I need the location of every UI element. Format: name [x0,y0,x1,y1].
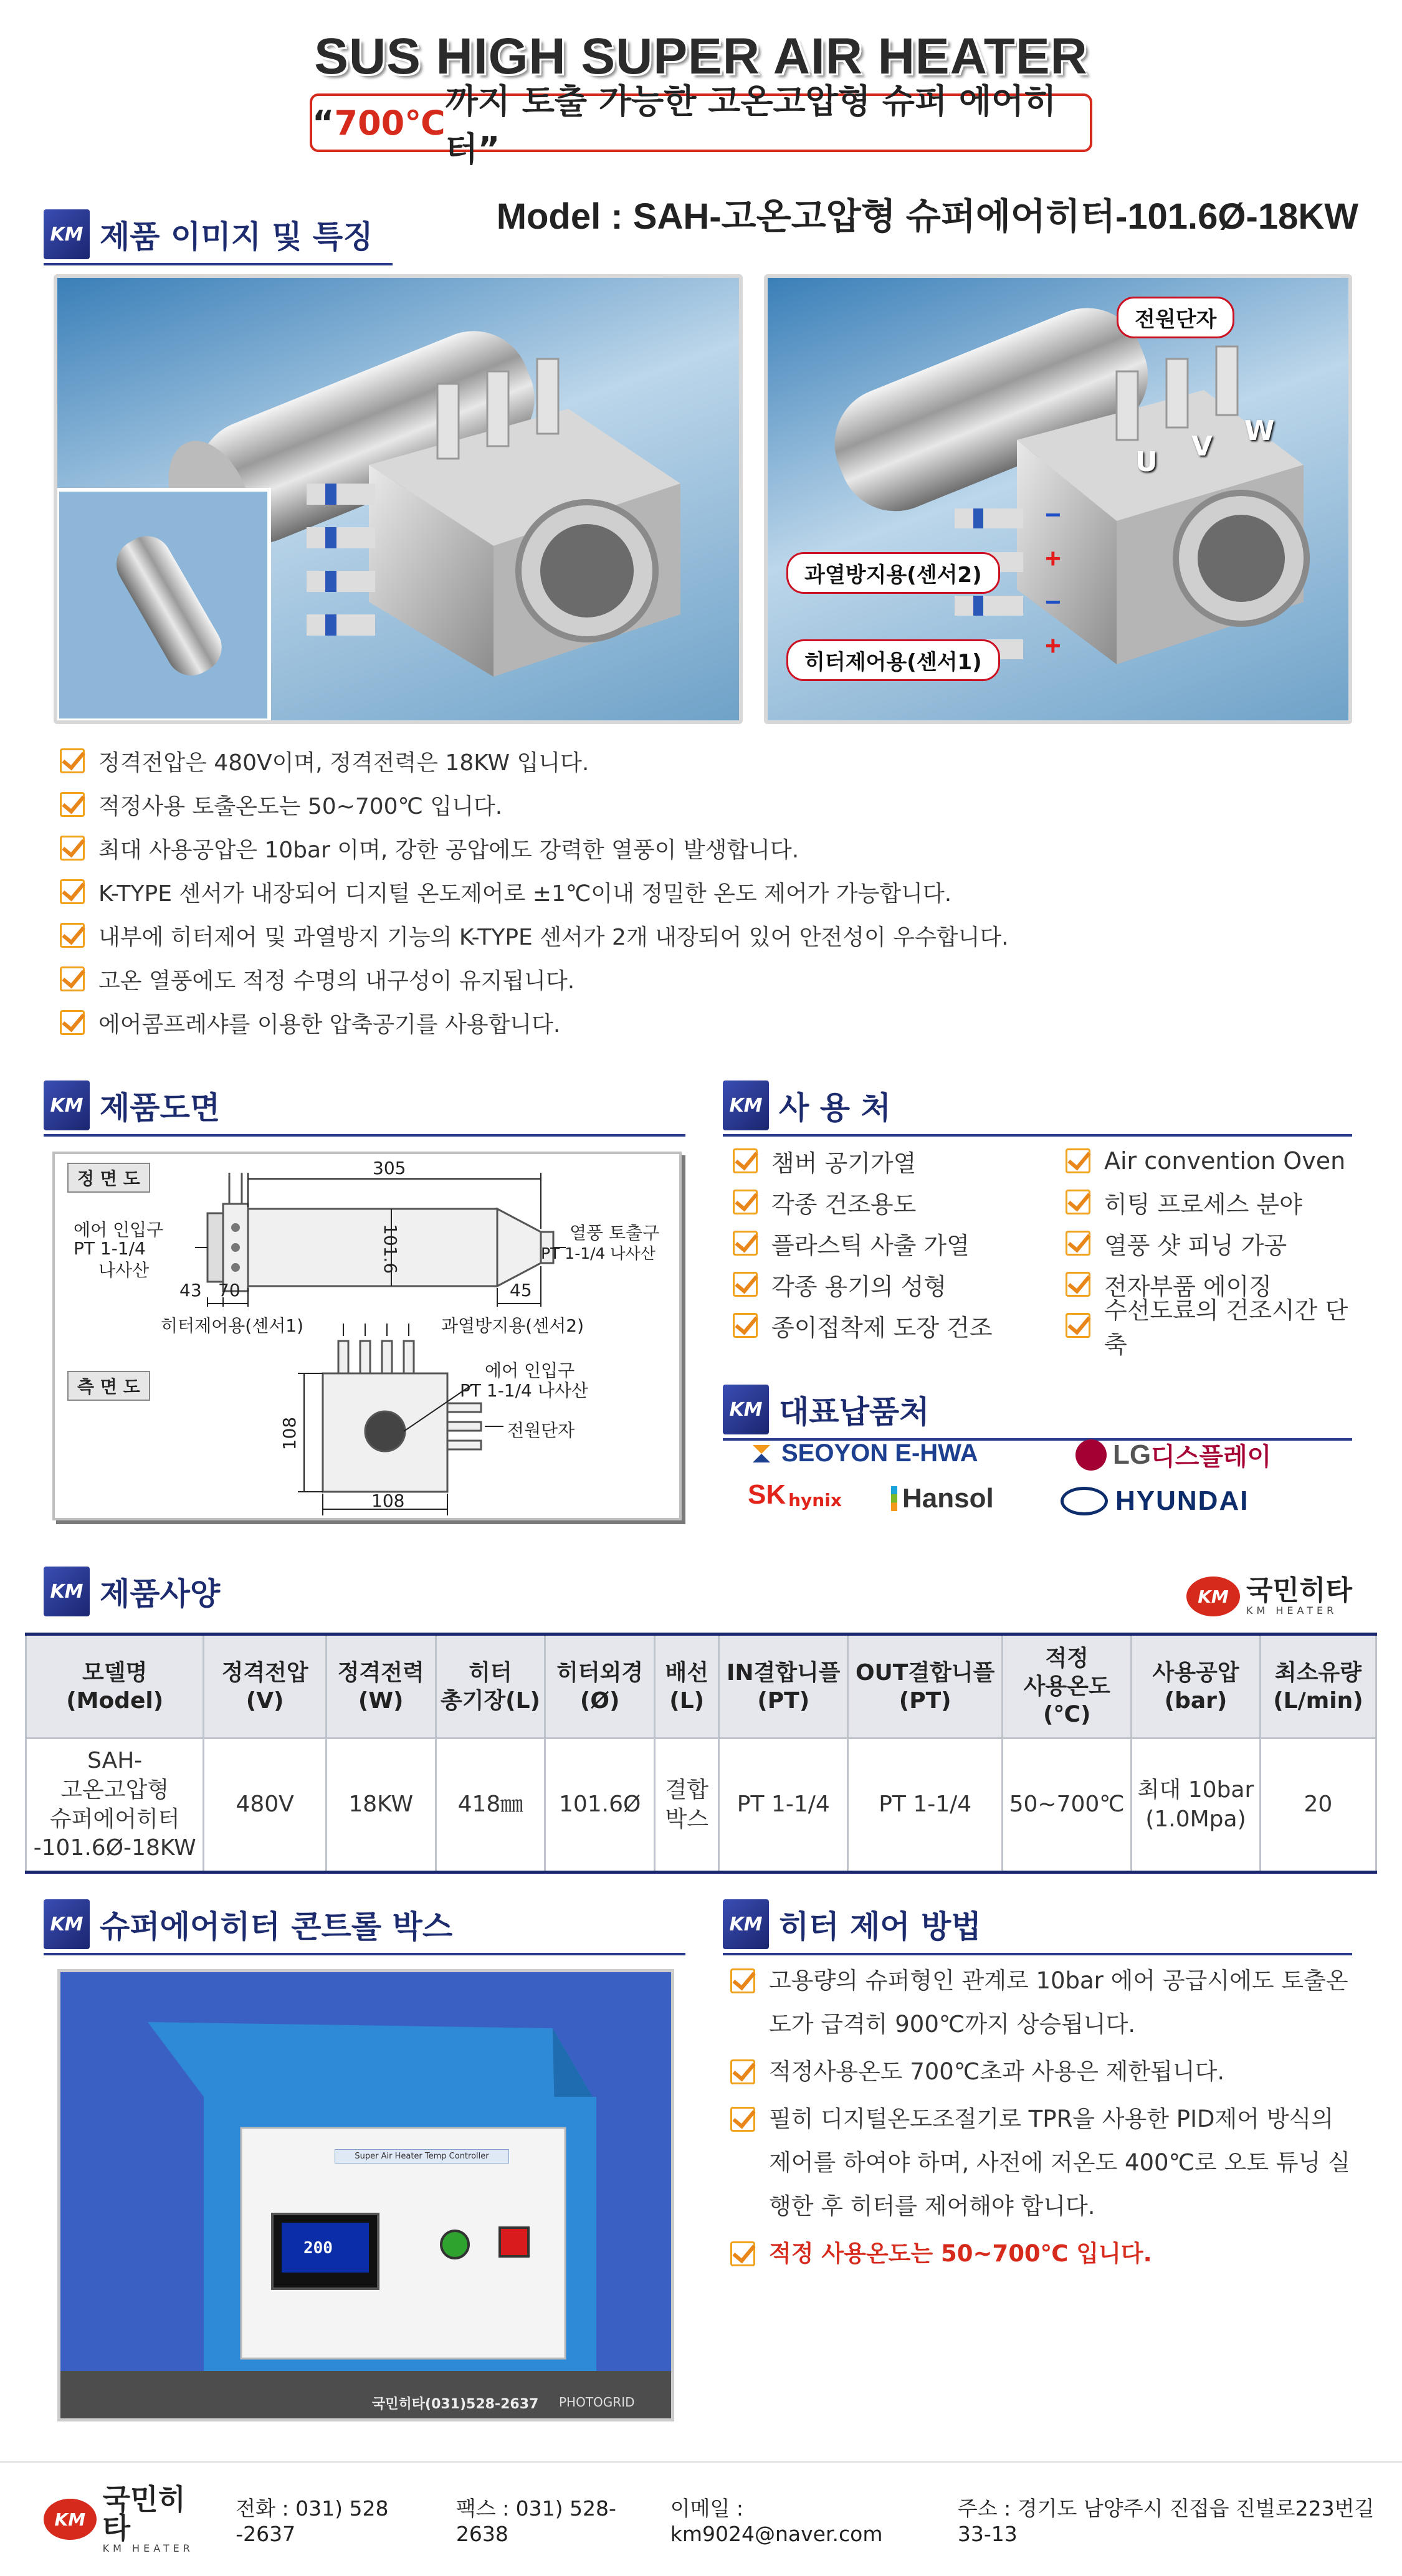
control-item: 적정사용온도 700℃초과 사용은 제한됩니다. [730,2050,1353,2094]
hansol-logo-icon [891,1486,897,1511]
section-title: 대표납품처 [779,1394,930,1430]
subtitle-banner [310,82,1092,169]
overheat-sensor-label: 과열방지용(센서2) [786,552,1000,594]
feature-item: 고온 열풍에도 적정 수명의 내구성이 유지됩니다. [60,957,1356,1001]
client-hyundai: HYUNDAI [1061,1486,1249,1517]
check-icon [60,836,85,861]
inlet-thread-label: PT 1-1/4 [74,1238,146,1259]
air-inlet-label: 에어 인입구 [74,1219,164,1240]
product-photo-main [54,274,743,724]
feature-item: 최대 사용공압은 10bar 이며, 강한 공압에도 강력한 열풍이 발생합니다. [60,826,1356,870]
inlet-thread-word: 나사산 [98,1260,150,1281]
side-height-dim: 108 [279,1416,300,1451]
col-header: 최소유량 (L/min) [1260,1634,1376,1739]
usage-list-right [1066,1140,1358,1358]
section-usage [723,1077,1352,1137]
side-thread-label: PT 1-1/4 나사산 [460,1380,588,1401]
usage-item: 각종 건조용도 [733,1181,1044,1223]
km-logo-icon: KM [44,1567,90,1616]
check-icon [733,1231,758,1256]
check-icon [730,2107,755,2132]
control-item: 고용량의 슈퍼형인 관계로 10bar 에어 공급시에도 토출온도가 급격히 900℃까지 상승됩니다. [730,1959,1353,2046]
usage-item: 전자부품 에이징 [1066,1264,1358,1305]
power-terminal-label: 전원단자 [1117,297,1234,338]
sensor1-label: 히터제어용(센서1) [161,1315,303,1336]
section-control-box [44,1896,685,1955]
usage-item: 수선도료의 건조시간 단축 [1066,1305,1358,1346]
check-icon [1066,1148,1090,1173]
model-name: Model : SAH-고온고압형 슈퍼에어히터-101.6Ø-18KW [496,196,1358,237]
col-header: 히터외경 (Ø) [545,1634,655,1739]
check-icon [733,1272,758,1297]
controller-display: 200 [303,2239,333,2258]
table-row [26,1739,1376,1872]
section-product-image [44,206,393,265]
usage-item: Air convention Oven [1066,1140,1358,1181]
col-header: 히터 총기장(L) [436,1634,545,1739]
check-icon [1066,1272,1090,1297]
front-view-tag: 정 면 도 [67,1163,150,1193]
client-sk-hynix: SK hynix [748,1479,842,1510]
col-header: OUT결합니플 (PT) [848,1634,1003,1739]
col-header: 정격전력 (W) [326,1634,436,1739]
cell-power: 18KW [326,1739,436,1872]
feature-item: 에어콤프레샤를 이용한 압축공기를 사용합니다. [60,1001,1356,1044]
usage-item: 열풍 샷 피닝 가공 [1066,1223,1358,1264]
check-icon [730,2059,755,2084]
client-seoyon: SEOYON E-HWA [748,1439,978,1467]
outlet-label: 열풍 토출구 [570,1223,660,1243]
footer [0,2461,1402,2576]
cell-diameter: 101.6Ø [545,1739,655,1872]
col-header: 사용공압 (bar) [1132,1634,1261,1739]
check-icon [733,1190,758,1214]
client-lg: LG 디스플레이 [1075,1437,1271,1472]
km-logo-icon: KM [44,209,90,259]
km-logo-icon: KM [723,1899,769,1949]
dim-length: 305 [373,1158,406,1178]
section-drawing [44,1077,685,1137]
footer-tel: 전화 : 031) 528 -2637 [236,2496,389,2546]
footer-email[interactable]: 이메일 : km9024@naver.com [670,2496,883,2546]
heater-sensor-label: 히터제어용(센서1) [786,639,1000,681]
col-header: 배선 (L) [655,1634,719,1739]
outlet-thread-label: PT 1-1/4 나사산 [541,1244,656,1262]
check-icon [60,748,85,773]
col-header: IN결합니플 (PT) [719,1634,848,1739]
section-title: 제품도면 [100,1090,221,1126]
side-terminal-label: 전원단자 [507,1420,575,1441]
cell-length: 418㎜ [436,1739,545,1872]
check-icon [1066,1190,1090,1214]
cell-flow: 20 [1260,1739,1376,1872]
client-hansol: Hansol [891,1483,994,1514]
section-control-method [723,1896,1352,1955]
control-warning: 적정 사용온도는 50~700℃ 입니다. [730,2232,1353,2276]
section-clients [723,1381,1352,1441]
cell-model: SAH- 고온고압형 슈퍼에어히터 -101.6Ø-18KW [26,1739,204,1872]
col-header: 모델명 (Model) [26,1634,204,1739]
check-icon [1066,1231,1090,1256]
usage-item: 플라스틱 사출 가열 [733,1223,1044,1264]
col-header: 정격전압 (V) [204,1634,326,1739]
svg-text:−: − [1045,500,1061,530]
check-icon [60,966,85,991]
control-box-photo [57,1969,674,2421]
check-icon [733,1313,758,1338]
km-logo-icon: KM [44,1899,90,1949]
subtitle-text: 까지 토출 가능한 고온고압형 슈퍼 에어히터” [445,82,1057,169]
brand-sub: KM HEATER [1246,1604,1338,1616]
sensor2-label: 과열방지용(센서2) [441,1315,584,1336]
svg-text:+: + [1045,543,1061,574]
dim-diameter: 101.6 [380,1224,401,1274]
usage-item: 종이접착제 도장 건조 [733,1305,1044,1346]
km-logo-icon: KM [723,1080,769,1130]
km-logo-icon: KM [723,1385,769,1434]
terminal-u-label: U [1135,446,1158,478]
section-title: 제품사양 [100,1576,221,1612]
feature-item: 적정사용 토출온도는 50~700℃ 입니다. [60,783,1356,826]
front-side-drawing [55,1154,679,1518]
km-brand-icon: KM [1186,1577,1240,1616]
footer-logo-icon: KM [44,2499,97,2540]
heater-illustration [57,278,739,720]
product-drawing [52,1152,682,1520]
check-icon [60,923,85,948]
seoyon-logo-icon [748,1440,775,1467]
usage-item: 히팅 프로세스 분야 [1066,1181,1358,1223]
terminal-w-label: W [1244,415,1275,447]
feature-list [60,739,1356,1044]
footer-fax: 팩스 : 031) 528-2638 [455,2496,616,2546]
lg-logo-icon [1075,1439,1107,1471]
check-icon [60,792,85,817]
control-method-list [730,1959,1353,2279]
svg-text:+: + [1045,631,1061,661]
section-title: 제품 이미지 및 특징 [100,219,373,255]
cell-out-nipple: PT 1-1/4 [848,1739,1003,1872]
hyundai-logo-icon [1061,1487,1108,1515]
check-icon [60,879,85,904]
panel-label: Super Air Heater Temp Controller [335,2149,509,2163]
spec-table [25,1633,1377,1874]
side-width-dim: 108 [371,1491,405,1511]
page-title: SUS HIGH SUPER AIR HEATER [314,28,1088,85]
cell-wiring: 결합 박스 [655,1739,719,1872]
control-box-illustration [60,1972,671,2418]
footer-brand-name: 국민히타 [102,2482,186,2545]
usage-item: 챔버 공기가열 [733,1140,1044,1181]
footer-brand-sub: KM HEATER [102,2542,194,2554]
photo-watermark-2: PHOTOGRID [559,2395,635,2410]
km-logo-icon: KM [44,1080,90,1130]
check-icon [730,1968,755,1993]
check-icon [730,2241,755,2266]
table-header-row [26,1634,1376,1739]
check-icon [733,1148,758,1173]
usage-item: 각종 용기의 성형 [733,1264,1044,1305]
feature-item: K-TYPE 센서가 내장되어 디지털 온도제어로 ±1℃이내 정밀한 온도 제어가 가능합니다. [60,870,1356,914]
section-title: 사 용 처 [779,1090,891,1126]
cell-pressure: 최대 10bar (1.0Mpa) [1132,1739,1261,1872]
cell-temp: 50~700℃ [1003,1739,1132,1872]
brand-logo [1186,1574,1352,1616]
col-header: 적정 사용온도(℃) [1003,1634,1132,1739]
cell-voltage: 480V [204,1739,326,1872]
check-icon [1066,1313,1090,1338]
brand-name: 국민히타 [1246,1574,1352,1606]
usage-list-left [733,1140,1044,1346]
dim-45: 45 [510,1280,532,1300]
spec-table-wrap [25,1633,1377,1874]
photo-watermark: 국민히타(031)528-2637 [372,2397,539,2412]
product-photo-terminals [764,274,1352,724]
side-view-tag: 측 면 도 [67,1371,150,1401]
control-item: 필히 디지털온도조절기로 TPR을 사용한 PID제어 방식의 제어를 하여야 하며, 사전에 저온도 400℃로 오토 튜닝 실행한 후 히터를 제어해야 합니다. [730,2097,1353,2228]
dim-70: 70 [218,1280,241,1300]
svg-text:−: − [1045,587,1061,618]
check-icon [60,1010,85,1035]
footer-address: 주소 : 경기도 남양주시 진접읍 진벌로223번길 33-13 [957,2496,1375,2546]
section-title: 슈퍼에어히터 콘트롤 박스 [100,1909,453,1945]
subtitle-temp: 700℃ [334,103,446,143]
section-title: 히터 제어 방법 [779,1909,981,1945]
cell-in-nipple: PT 1-1/4 [719,1739,848,1872]
feature-item: 내부에 히터제어 및 과열방지 기능의 K-TYPE 센서가 2개 내장되어 있어 안전성이 우수합니다. [60,914,1356,957]
section-spec [44,1562,1358,1621]
dim-43: 43 [179,1280,202,1300]
side-inlet-label: 에어 인입구 [485,1360,575,1381]
feature-item: 정격전압은 480V이며, 정격전력은 18KW 입니다. [60,739,1356,783]
terminal-v-label: V [1191,431,1213,462]
subtitle-open-quote: “ [312,103,335,143]
